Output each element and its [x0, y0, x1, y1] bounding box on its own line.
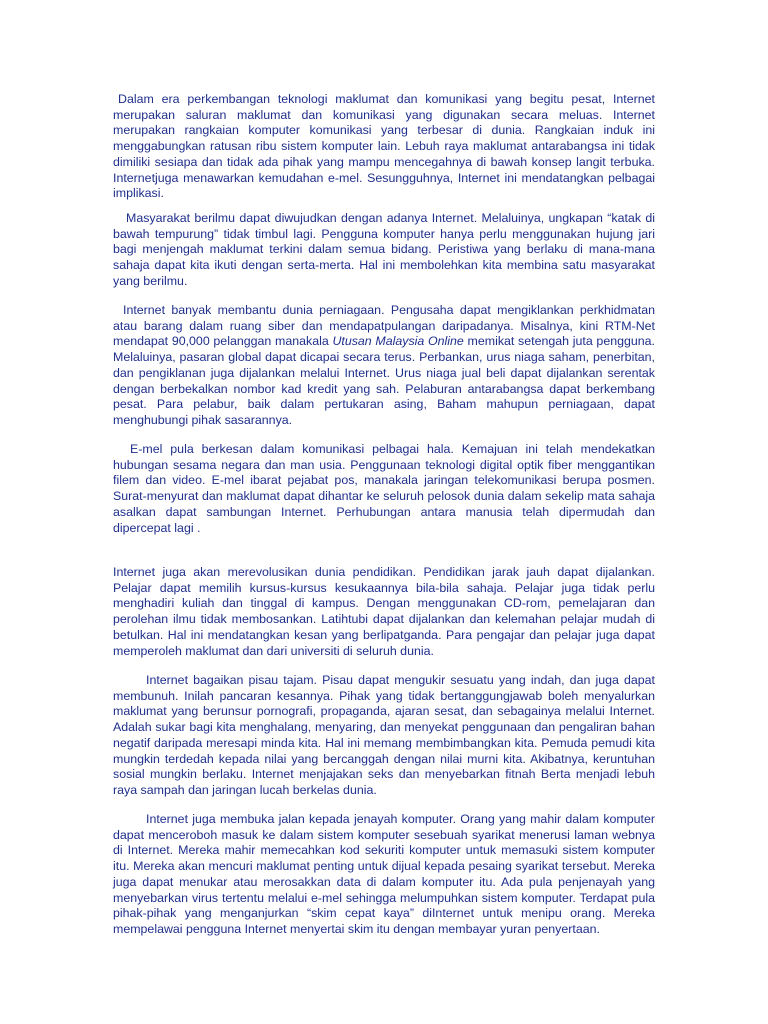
paragraph-computer-crime: Internet juga membuka jalan kepada jenayah komputer. Orang yang mahir dalam komputer dapat menceroboh masuk ke dalam sistem komputer sesebuah syarikat menerusi laman webnya di Internet. Mereka mahir memecahkan kod sekuriti komputer untuk memasuki sistem komputer itu. Mereka akan mencuri maklumat penting untuk dijual kepada pesaing syarikat tersebut. Mereka juga dapat menukar atau merosakkan data di dalam komputer itu. Ada pula penjenayah yang menyebarkan virus tertentu melalui e-mel sehingga melumpuhkan sistem komputer. Terdapat pula pihak-pihak yang menganjurkan “skim cepat kaya” diInternet untuk menipu orang. Mereka mempelawai pengguna Internet menyertai skim itu dengan membayar yuran penyertaan. — [113, 812, 655, 936]
paragraph-knowledge-society: Masyarakat berilmu dapat diwujudkan dengan adanya Internet. Melaluinya, ungkapan “katak di bawah tempurung” tidak timbul lagi. Pengguna komputer hanya perlu menggunakan hujung jari bagi menjengah maklumat terkini dalam semua bidang. Peristiwa yang berlaku di mana-mana sahaja dapat kita ikuti dengan serta-merta. Hal ini membolehkan kita membina satu masyarakat yang berilmu. — [113, 211, 655, 288]
publication-name-italic: Utusan Malaysia Online — [332, 334, 464, 349]
paragraph-email: E-mel pula berkesan dalam komunikasi pelbagai hala. Kemajuan ini telah mendekatkan hubungan sesama negara dan man usia. Penggunaan teknologi digital optik fiber menggantikan filem dan video. E-mel ibarat pejabat pos, manakala jaringan telekomunikasi berupa posmen. Surat-menyurat dan maklumat dapat dihantar ke seluruh pelosok dunia dalam sekelip mata sahaja asalkan dapat sambungan Internet. Perhubungan antara manusia telah dipermudah dan dipercepat lagi . — [113, 442, 655, 535]
paragraph-introduction: Dalam era perkembangan teknologi maklumat dan komunikasi yang begitu pesat, Internet merupakan saluran maklumat dan komunikasi yang digunakan secara meluas. Internet merupakan rangkaian komputer komunikasi yang terbesar di dunia. Rangkaian induk ini menggabungkan ratusan ribu sistem komputer lain. Lebuh raya maklumat antarabangsa ini tidak dimiliki sesiapa dan tidak ada pihak yang mampu mencegahnya di bawah konsep langit terbuka. Internetjuga menawarkan kemudahan e-mel. Sesungguhnya, Internet ini mendatangkan pelbagai implikasi. — [113, 92, 655, 201]
paragraph-sharp-knife: Internet bagaikan pisau tajam. Pisau dapat mengukir sesuatu yang indah, dan juga dapat membunuh. Inilah pancaran kesannya. Pihak yang tidak bertanggungjawab boleh menyalurkan maklumat yang berunsur pornografi, propaganda, ajaran sesat, dan sebagainya melalui Internet. Adalah sukar bagi kita menghalang, menyaring, dan menyekat penggunaan dan pengaliran bahan negatif daripada meresapi minda kita. Hal ini memang membimbangkan kita. Pemuda pemudi kita mungkin terdedah kepada nilai yang bercanggah dengan nilai murni kita. Akibatnya, keruntuhan sosial mungkin berlaku. Internet menjajakan seks dan menyebarkan fitnah Berta menjadi lebuh raya sampah dan jaringan lucah berkelas dunia. — [113, 673, 655, 797]
paragraph-business — [113, 303, 655, 429]
paragraph-business-text-after: memikat setengah juta pengguna. Melaluinya, pasaran global dapat dicapai secara terus. Perbankan, urus niaga saham, penerbitan, dan pengiklanan juga dijalankan melalui Internet. Urus niaga jual beli dapat dijalankan serentak dengan berbekalkan nombor kad kredit yang sah. Pelaburan antarabangsa dapat berkembang pesat. Para pelabur, baik dalam pertukaran asing, Baham mahupun perniagaan, dapat menghubungi pihak sasarannya. — [113, 334, 655, 427]
paragraph-business-text-before: Internet banyak membantu dunia perniagaan. Pengusaha dapat mengiklankan perkhidmatan atau barang dalam ruang siber dan mendapatpulangan daripadanya. Misalnya, kini RTM-Net mendapat 90,000 pelanggan manakala — [113, 303, 655, 349]
paragraph-education: Internet juga akan merevolusikan dunia pendidikan. Pendidikan jarak jauh dapat dijalankan. Pelajar dapat memilih kursus-kursus kesukaannya bila-bila sahaja. Pelajar juga tidak perlu menghadiri kuliah dan tinggal di kampus. Dengan menggunakan CD-rom, pemelajaran dan perolehan ilmu tidak membosankan. Latihtubi dapat dijalankan dan kelemahan pelajar mudah di betulkan. Hal ini mendatangkan kesan yang berlipatganda. Para pengajar dan pelajar juga dapat memperoleh maklumat dan dari universiti di seluruh dunia. — [113, 565, 655, 658]
